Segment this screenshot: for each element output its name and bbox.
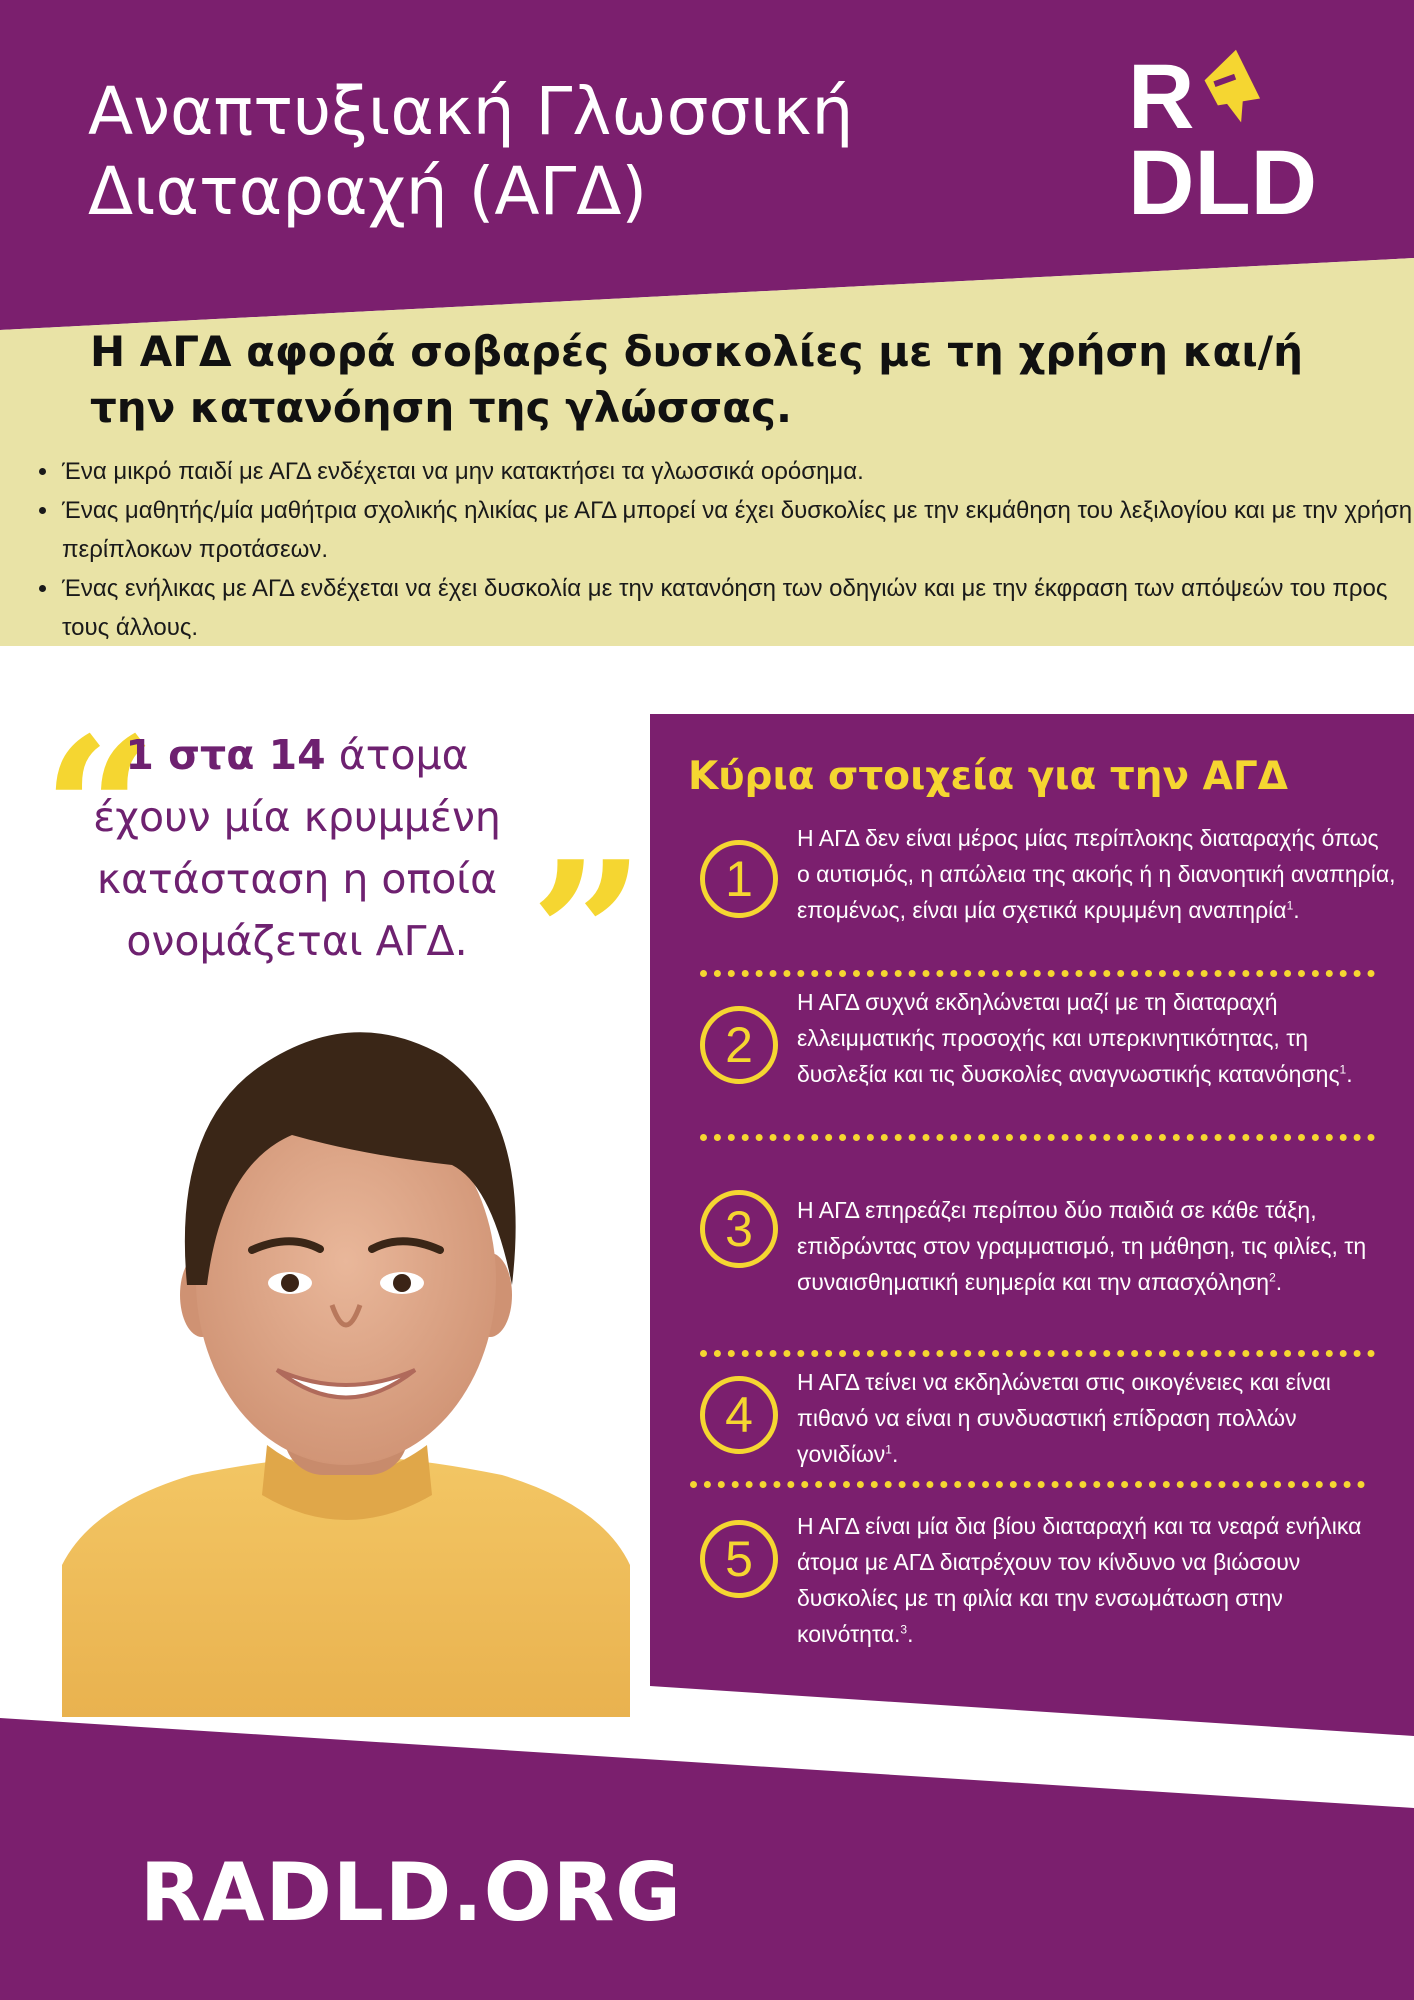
intro-bullet: • Ένα μικρό παιδί με ΑΓΔ ενδέχεται να μην κατακτήσει τα γλωσσικά ορόσημα. bbox=[60, 452, 1414, 491]
fact-reference: 1 bbox=[885, 1442, 892, 1457]
title-line-2: Διαταραχή (ΑΓΔ) bbox=[88, 153, 648, 230]
number-2-icon: 2 bbox=[700, 1006, 778, 1084]
fact-reference: 1 bbox=[1339, 1062, 1347, 1077]
intro-bullet-list bbox=[22, 452, 1414, 647]
intro-heading bbox=[90, 324, 1340, 436]
statistic-quote bbox=[62, 724, 532, 972]
fact-text-body: Η ΑΓΔ δεν είναι μέρος μίας περίπλοκης διαταραχής όπως ο αυτισμός, η απώλεια της ακοής ή η διανοητική αναπηρία, επομένως, είναι μία σχετικά κρυμμένη αναπηρία bbox=[797, 825, 1396, 923]
intro-heading-line-1: Η ΑΓΔ αφορά σοβαρές δυσκολίες με τη χρήση και/ή bbox=[90, 327, 1303, 376]
number-5-icon: 5 bbox=[700, 1520, 778, 1598]
fact-text bbox=[797, 984, 1397, 1092]
fact-item bbox=[690, 1508, 1390, 1648]
page-title bbox=[88, 72, 908, 232]
number-4-icon: 4 bbox=[700, 1376, 778, 1454]
dotted-divider bbox=[700, 970, 1375, 977]
fact-end: . bbox=[891, 1441, 899, 1467]
svg-text:R: R bbox=[1128, 46, 1195, 148]
dotted-divider bbox=[690, 1481, 1365, 1488]
intro-bullet: • Ένας μαθητής/μία μαθήτρια σχολικής ηλικίας με ΑΓΔ μπορεί να έχει δυσκολίες με την εκμάθηση του λεξιλογίου και με την χρήση περίπλοκων προτάσεων. bbox=[60, 491, 1414, 569]
fact-end: . bbox=[907, 1621, 914, 1647]
fact-text-body: Η ΑΓΔ επηρεάζει περίπου δύο παιδιά σε κάθε τάξη, επιδρώντας στον γραμματισμό, τη μάθηση, τις φιλίες, τη συναισθηματική ευημερία και την απασχόληση bbox=[797, 1197, 1367, 1295]
fact-end: . bbox=[1346, 1061, 1353, 1087]
facts-title: Κύρια στοιχεία για την ΑΓΔ bbox=[688, 754, 1288, 799]
fact-text-body: Η ΑΓΔ είναι μία δια βίου διαταραχή και τα νεαρά ενήλικα άτομα με ΑΓΔ διατρέχουν τον κίνδυνο να βιώσουν δυσκολίες με τη φιλία και την ενσωμάτωση στην κοινότητα. bbox=[797, 1513, 1362, 1647]
fact-reference: 2 bbox=[1269, 1270, 1276, 1285]
dotted-divider bbox=[700, 1134, 1375, 1141]
fact-text-body: Η ΑΓΔ τείνει να εκδηλώνεται στις οικογένειες και είναι πιθανό να είναι η συνδυαστική επίδραση πολλών γονιδίων bbox=[797, 1369, 1331, 1467]
fact-text bbox=[797, 1192, 1397, 1300]
dotted-divider bbox=[700, 1350, 1375, 1357]
fact-end: . bbox=[1275, 1269, 1283, 1295]
website-link[interactable]: RADLD.ORG bbox=[140, 1846, 682, 1939]
title-line-1: Αναπτυξιακή Γλωσσική bbox=[88, 73, 854, 150]
fact-text bbox=[797, 820, 1397, 928]
open-quote-icon: “ bbox=[42, 694, 158, 929]
statistic-highlight: 1 στα 14 bbox=[125, 731, 326, 779]
radld-logo bbox=[1128, 46, 1328, 226]
fact-item bbox=[690, 1190, 1390, 1330]
fact-reference: 1 bbox=[1286, 898, 1294, 913]
statistic-text: άτομα έχουν μία κρυμμένη κατάσταση η οποία ονομάζεται ΑΓΔ. bbox=[93, 731, 501, 965]
fact-item bbox=[690, 984, 1390, 1124]
fact-text bbox=[797, 1364, 1397, 1472]
intro-heading-line-2: την κατανόηση της γλώσσας. bbox=[90, 383, 792, 432]
close-quote-icon: ” bbox=[530, 818, 646, 1053]
fact-text bbox=[797, 1508, 1397, 1652]
number-3-icon: 3 bbox=[700, 1190, 778, 1268]
svg-text:DLD: DLD bbox=[1128, 132, 1318, 226]
number-1-icon: 1 bbox=[700, 840, 778, 918]
intro-bullet: • Ένας ενήλικας με ΑΓΔ ενδέχεται να έχει δυσκολία με την κατανόηση των οδηγιών και με την έκφραση των απόψεών του προς τους άλλους. bbox=[60, 569, 1414, 647]
fact-text-body: Η ΑΓΔ συχνά εκδηλώνεται μαζί με τη διαταραχή ελλειμματικής προσοχής και υπερκινητικότητας, τη δυσλεξία και τις δυσκολίες αναγνωστικής κατανόησης bbox=[797, 989, 1340, 1087]
fact-reference: 3 bbox=[900, 1622, 908, 1637]
fact-item bbox=[690, 820, 1396, 960]
fact-end: . bbox=[1293, 897, 1300, 923]
boy-portrait-image bbox=[62, 1005, 630, 1717]
